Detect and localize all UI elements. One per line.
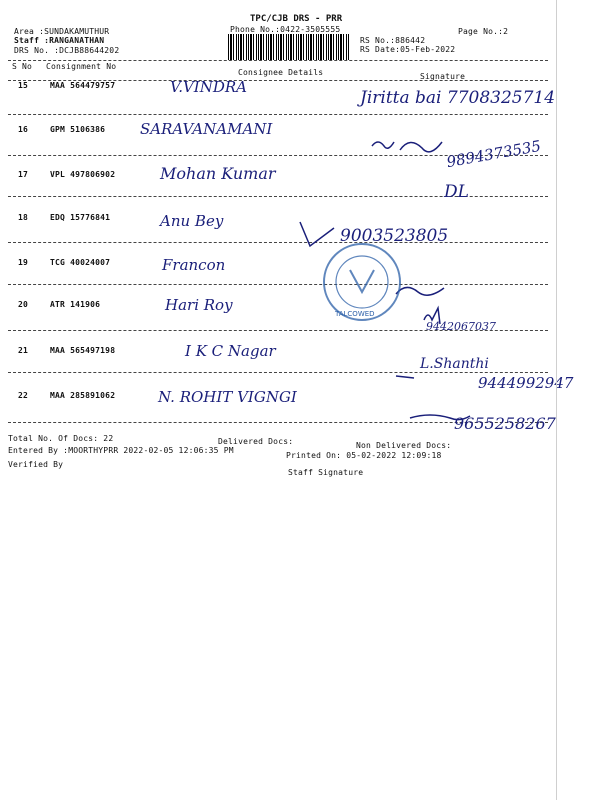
row-sno: 20: [18, 300, 29, 309]
signature-17: DL: [444, 182, 469, 202]
row-sno: 19: [18, 258, 29, 267]
row-consignment: GPM 5106386: [50, 125, 106, 134]
signature-22-phone-a: 9444992947: [478, 374, 574, 392]
phone-number: Phone No.:0422-3505555: [230, 25, 341, 34]
verified-by: Verified By: [8, 460, 64, 469]
row-sno: 18: [18, 213, 29, 222]
scribble-20: [424, 308, 440, 324]
row-consignee: I K C Nagar: [185, 342, 276, 360]
scan-edge: [556, 0, 557, 800]
area: Area :SUNDAKAMUTHUR: [14, 27, 110, 36]
document-title: TPC/CJB DRS - PRR: [250, 14, 343, 24]
row-sno: 17: [18, 170, 29, 179]
col-signature: Signature: [420, 72, 466, 81]
row-sno: 15: [18, 81, 29, 90]
scribble-22: [410, 415, 470, 420]
staff: Staff :RANGANATHAN: [14, 36, 105, 45]
signature-20-phone: 9442067037: [426, 320, 496, 333]
scribble-16b: [400, 142, 442, 152]
row-consignment: ATR 141906: [50, 300, 101, 309]
row-consignment: TCG 40024007: [50, 258, 111, 267]
entered-by: Entered By :MOORTHYPRR 2022-02-05 12:06:35 PM: [8, 446, 234, 455]
total-docs: Total No. Of Docs: 22: [8, 434, 114, 443]
col-consignee: Consignee Details: [238, 68, 324, 77]
non-delivered-docs: Non Delivered Docs:: [356, 441, 452, 450]
signature-21: L.Shanthi: [420, 356, 489, 372]
row-consignee: Anu Bey: [160, 212, 224, 230]
row-consignee: Mohan Kumar: [160, 164, 276, 183]
stamp-text: TALCOWED: [335, 310, 375, 318]
row-sno: 16: [18, 125, 29, 134]
col-sno: S No: [12, 62, 33, 71]
tick-mark: [300, 222, 334, 246]
drs-number: DRS No. :DCJB88644202: [14, 46, 120, 55]
scribble-19: [396, 287, 444, 295]
row-consignee: Francon: [162, 256, 226, 274]
rs-date: RS Date:05-Feb-2022: [360, 45, 456, 54]
delivered-docs: Delivered Docs:: [218, 437, 294, 446]
dash-21: [396, 376, 414, 378]
row-consignee: Hari Roy: [165, 296, 233, 314]
staff-signature: Staff Signature: [288, 468, 364, 477]
signature-16-phone: 9894373535: [445, 136, 543, 172]
scribble-16: [372, 142, 394, 148]
row-consignment: MAA 285891062: [50, 391, 116, 400]
row-consignee: V.VINDRA: [170, 78, 248, 96]
signature-18-phone: 9003523805: [340, 226, 449, 246]
row-sno: 22: [18, 391, 29, 400]
row-consignee: N. ROHIT VIGNGI: [158, 388, 297, 406]
row-consignment: VPL 497806902: [50, 170, 116, 179]
col-consignment: Consignment No: [46, 62, 117, 71]
row-consignment: MAA 565497198: [50, 346, 116, 355]
printed-on: Printed On: 05-02-2022 12:09:18: [286, 451, 442, 460]
page-number: Page No.:2: [458, 27, 509, 36]
round-stamp: [324, 244, 400, 320]
row-consignment: MAA 564479757: [50, 81, 116, 90]
row-consignee: SARAVANAMANI: [140, 120, 273, 138]
signature-15: Jiritta bai 7708325714: [360, 88, 556, 108]
rs-number: RS No.:886442: [360, 36, 426, 45]
signature-22-phone-b: 9655258267: [454, 414, 556, 433]
row-sno: 21: [18, 346, 29, 355]
row-consignment: EDQ 15776841: [50, 213, 111, 222]
